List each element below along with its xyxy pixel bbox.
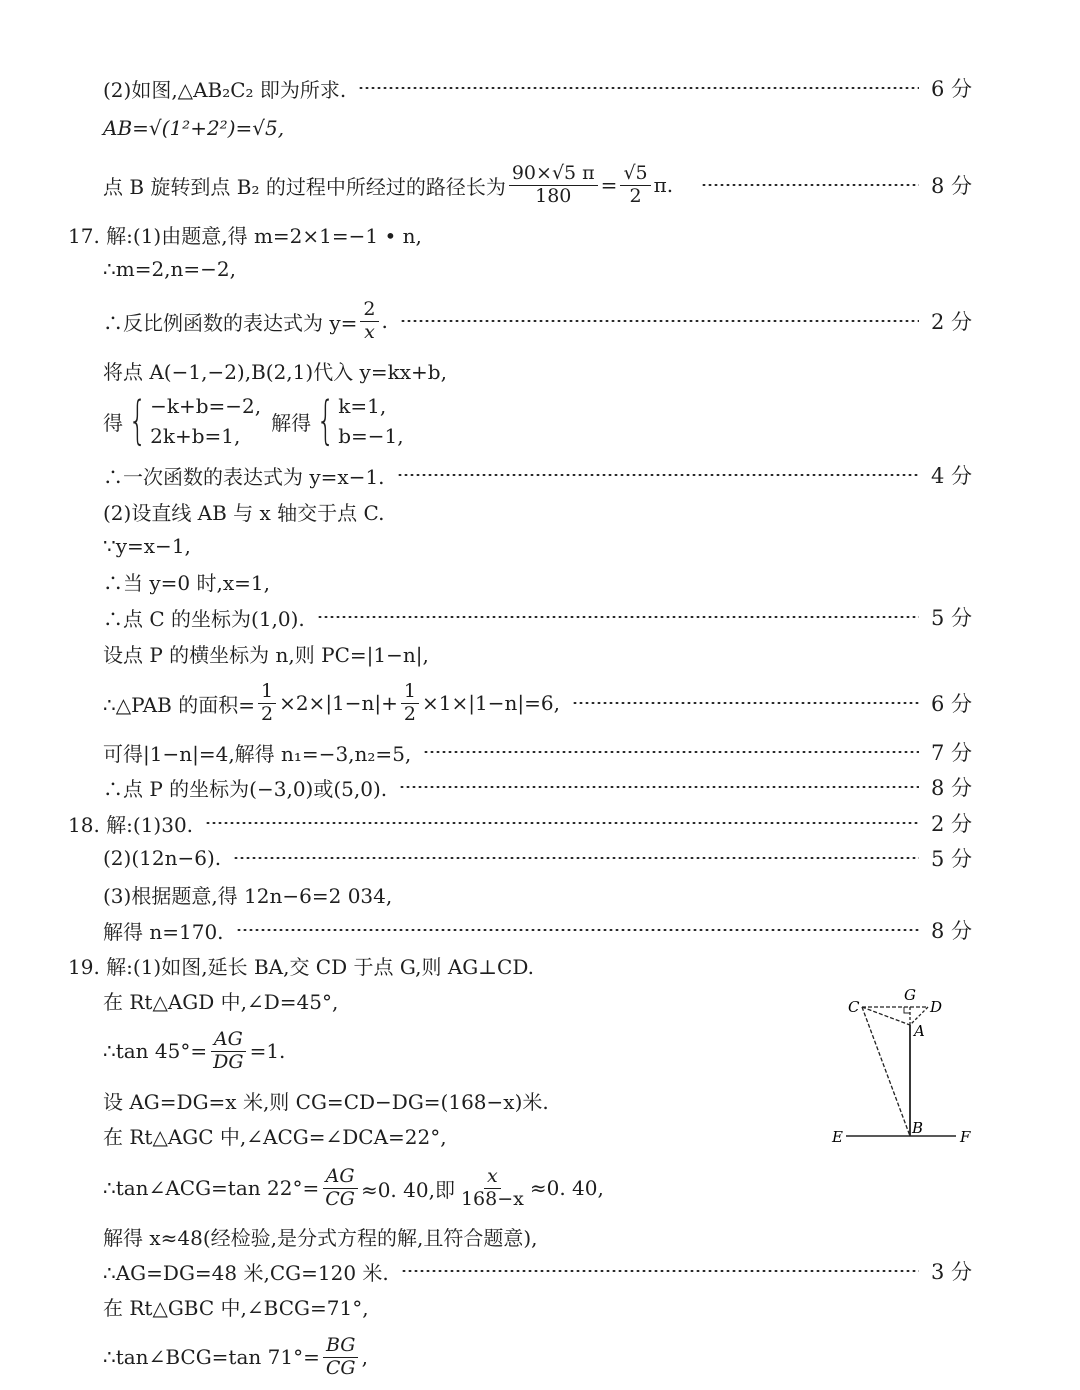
score: 2 分: [930, 812, 972, 836]
numerator: x: [484, 1167, 501, 1189]
denominator: 168−x: [460, 1187, 524, 1210]
line-equation-system: [0, 392, 1080, 450]
fraction: [401, 679, 419, 725]
numerator: 90×√5 π: [509, 164, 598, 186]
statement: AB=√(1²+2²)=√5,: [103, 116, 285, 140]
denominator: 2: [260, 702, 274, 725]
denominator: CG: [325, 1187, 355, 1210]
statement-end: =1.: [249, 1039, 286, 1063]
score: 6 分: [930, 692, 972, 716]
line-ab-length: [0, 110, 1080, 146]
label-e: E: [832, 1128, 843, 1146]
fraction: [620, 161, 650, 207]
score: 4 分: [930, 464, 972, 488]
numerator: 1: [401, 682, 419, 704]
dot-leader: [423, 751, 919, 753]
numerator: 1: [258, 682, 276, 704]
dot-leader: [572, 702, 919, 704]
dot-leader: [233, 857, 919, 859]
statement: (3)根据题意,得 12n−6=2 034,: [103, 883, 393, 908]
statement-end: π.: [653, 173, 674, 197]
statement: ∴反比例函数的表达式为 y=: [103, 310, 358, 335]
fraction: [360, 297, 378, 343]
line-tan71: [0, 1332, 1080, 1382]
statement-end: .: [381, 309, 388, 333]
numerator: √5: [620, 164, 650, 186]
equals: =: [600, 173, 618, 197]
line-p19-start: [0, 947, 1080, 983]
statement: (2)如图,△AB₂C₂ 即为所求.: [103, 77, 347, 102]
numerator: AG: [323, 1167, 358, 1189]
problem-19-heading: 19. 解:(1)如图,延长 BA,交 CD 于点 G,则 AG⊥CD.: [68, 954, 535, 979]
statement: (2)(12n−6).: [103, 846, 222, 870]
statement: 解得 x≈48(经检验,是分式方程的解,且符合题意),: [103, 1225, 538, 1250]
label-g: G: [904, 986, 916, 1004]
geometry-figure: [828, 985, 988, 1150]
statement: 点 B 旋转到点 B₂ 的过程中所经过的路径长为: [103, 174, 506, 199]
statement: ∴点 C 的坐标为(1,0).: [103, 606, 305, 631]
fraction: [258, 679, 276, 725]
line: [0, 840, 1080, 876]
line: [0, 1117, 800, 1153]
fraction: [322, 1164, 358, 1210]
statement-end: ≈0. 40,: [529, 1176, 604, 1200]
label-a: A: [914, 1022, 925, 1040]
numerator: BG: [323, 1336, 359, 1358]
statement-end: ,: [361, 1345, 368, 1369]
fraction: [509, 161, 598, 207]
statement-end: ×1×|1−n|=6,: [422, 691, 560, 715]
equation-row: k=1,: [338, 394, 387, 418]
score: 7 分: [930, 741, 972, 765]
statement: ∴△PAB 的面积=: [103, 692, 255, 717]
brace-icon: {: [128, 391, 147, 451]
problem-17-heading: 17. 解:(1)由题意,得 m=2×1=−1 • n,: [68, 223, 422, 248]
label-d: D: [930, 998, 943, 1016]
score: 8 分: [930, 919, 972, 943]
line: [0, 635, 1080, 671]
line-triangle-area: [0, 678, 1080, 728]
fraction: [323, 1333, 359, 1379]
statement: 在 Rt△AGD 中,∠D=45°,: [103, 989, 339, 1014]
label-b: B: [912, 1119, 924, 1137]
statement: ∴点 P 的坐标为(−3,0)或(5,0).: [103, 776, 388, 801]
score: 2 分: [930, 310, 972, 334]
statement: 解得 n=170.: [103, 919, 224, 944]
statement: 设点 P 的横坐标为 n,则 PC=|1−n|,: [103, 642, 429, 667]
dot-leader: [400, 320, 919, 322]
statement: 在 Rt△GBC 中,∠BCG=71°,: [103, 1295, 369, 1320]
numerator: AG: [211, 1030, 246, 1052]
line: [0, 528, 1080, 564]
statement: (2)设直线 AB 与 x 轴交于点 C.: [103, 500, 385, 525]
fraction: [210, 1027, 246, 1073]
dot-leader: [205, 822, 919, 824]
line: [0, 1218, 1080, 1254]
statement: ∴tan 45°=: [103, 1039, 208, 1063]
line: [0, 251, 1080, 287]
equation-system: [127, 391, 261, 451]
brace-icon: {: [316, 391, 335, 451]
label-c: C: [848, 998, 860, 1016]
score: 5 分: [930, 606, 972, 630]
line-arc-length: [0, 160, 1080, 210]
segment-cb: [862, 1007, 910, 1136]
numerator: 2: [360, 300, 378, 322]
line-linear-function: [0, 457, 1080, 493]
denominator: CG: [325, 1356, 356, 1379]
line: [0, 876, 1080, 912]
statement: ≈0. 40,即: [360, 1177, 455, 1202]
statement: 在 Rt△AGC 中,∠ACG=∠DCA=22°,: [103, 1124, 447, 1149]
equation-system: [315, 391, 404, 451]
denominator: x: [364, 320, 375, 343]
line: [0, 563, 1080, 599]
line: [0, 1082, 800, 1118]
score: 6 分: [930, 77, 972, 101]
denominator: DG: [213, 1050, 244, 1073]
dot-leader: [358, 87, 919, 89]
equation-row: 2k+b=1,: [150, 424, 241, 448]
statement: 解得: [271, 410, 312, 435]
line: [0, 912, 1080, 948]
problem-18-heading: 18. 解:(1)30.: [68, 812, 194, 837]
line: [0, 493, 1080, 529]
statement: ∴tan∠ACG=tan 22°=: [103, 1176, 320, 1200]
statement: ∴AG=DG=48 米,CG=120 米.: [103, 1260, 389, 1285]
denominator: 180: [535, 184, 572, 207]
dot-leader: [399, 786, 919, 788]
statement: 将点 A(−1,−2),B(2,1)代入 y=kx+b,: [103, 359, 447, 384]
denominator: 2: [629, 184, 642, 207]
statement: 得: [103, 410, 123, 435]
line-point-p: [0, 769, 1080, 805]
score: 8 分: [930, 174, 972, 198]
score: 5 分: [930, 847, 972, 871]
dot-leader: [701, 184, 919, 186]
statement: ∴tan∠BCG=tan 71°=: [103, 1345, 320, 1369]
statement: 可得|1−n|=4,解得 n₁=−3,n₂=5,: [103, 741, 412, 766]
line-p17-start: [0, 216, 1080, 252]
statement: ∴当 y=0 时,x=1,: [103, 570, 270, 595]
denominator: 2: [403, 702, 417, 725]
segment-ca: [862, 1007, 910, 1025]
score: 3 分: [930, 1260, 972, 1284]
line-solve-n: [0, 734, 1080, 770]
score: 8 分: [930, 776, 972, 800]
line: [0, 1288, 1080, 1324]
dot-leader: [401, 1270, 919, 1272]
dot-leader: [317, 616, 919, 618]
line-tan45: [0, 1026, 800, 1076]
dot-leader: [236, 929, 919, 931]
equation-row: b=−1,: [338, 424, 404, 448]
dot-leader: [397, 474, 919, 476]
statement: ×2×|1−n|+: [279, 691, 398, 715]
label-f: F: [960, 1128, 971, 1146]
statement: ∴m=2,n=−2,: [103, 257, 237, 281]
fraction: [458, 1164, 527, 1210]
line-p18-start: [0, 805, 1080, 841]
line-triangle-drawn: [0, 70, 1080, 106]
line-point-c: [0, 599, 1080, 635]
line: [0, 352, 1080, 388]
line-tan22: [0, 1163, 800, 1213]
statement: ∴一次函数的表达式为 y=x−1.: [103, 464, 385, 489]
equation-row: −k+b=−2,: [150, 394, 262, 418]
right-angle-mark: [904, 1007, 910, 1013]
statement: 设 AG=DG=x 米,则 CG=CD−DG=(168−x)米.: [103, 1089, 549, 1114]
line-ag-dg: [0, 1253, 1080, 1289]
statement: ∵y=x−1,: [103, 534, 191, 558]
line-inverse-function: [0, 296, 1080, 346]
